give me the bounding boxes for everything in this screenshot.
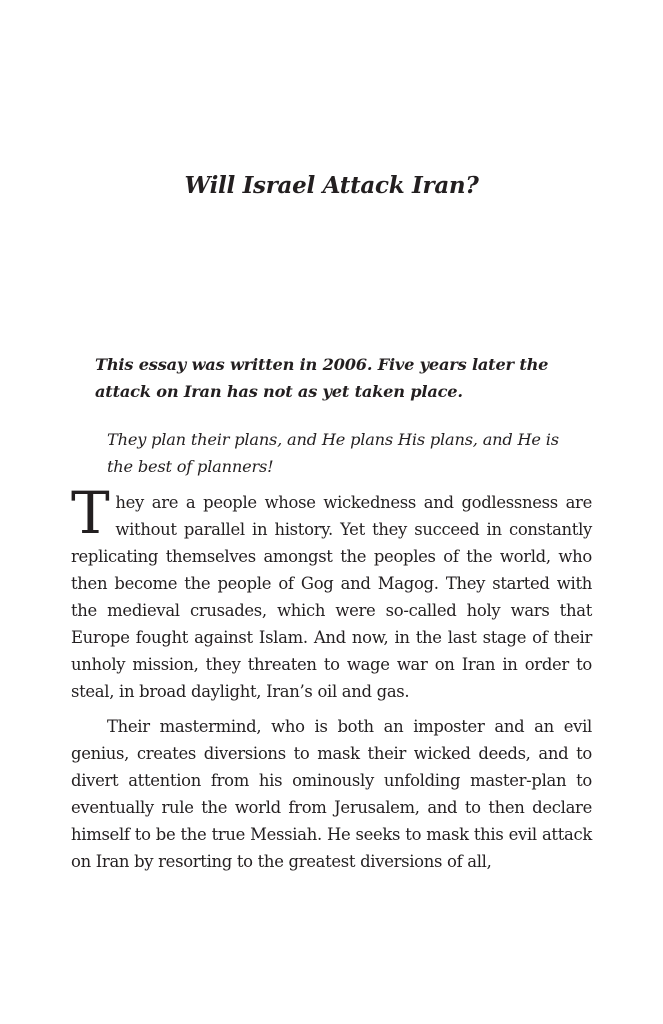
drop-cap: T [71,479,110,547]
chapter-title: Will Israel Attack Iran? [184,172,479,199]
body-paragraph-2: Their mastermind, who is both an imposter and an evil genius, creates diversions to mask their wicked deeds, and to divert attention from his ominously unfolding master-plan to eventually rule the world from Jerusalem, and to then declare himself to be the true Messiah. He seeks to mask this evil attack on Iran by resorting to the greatest diversions of all, [71,717,592,871]
body-paragraph-1-text: hey are a people whose wickedness and godlessness are without parallel in history. Yet they succeed in constantly replicating themselves amongst the peoples of the world, who then become the people of Gog and Magog. They started with the medieval crusades, which were so-called holy wars that Europe fought against Islam. And now, in the last stage of their unholy mission, they threaten to wage war on Iran in order to steal, in broad daylight, Iran’s oil and gas. [71,493,592,701]
body-paragraph-1 [71,479,592,705]
editorial-note: This essay was written in 2006. Five years later the attack on Iran has not as yet taken place. [95,355,549,401]
epigraph-quote: They plan their plans, and He plans His plans, and He is the best of planners! [107,430,559,476]
